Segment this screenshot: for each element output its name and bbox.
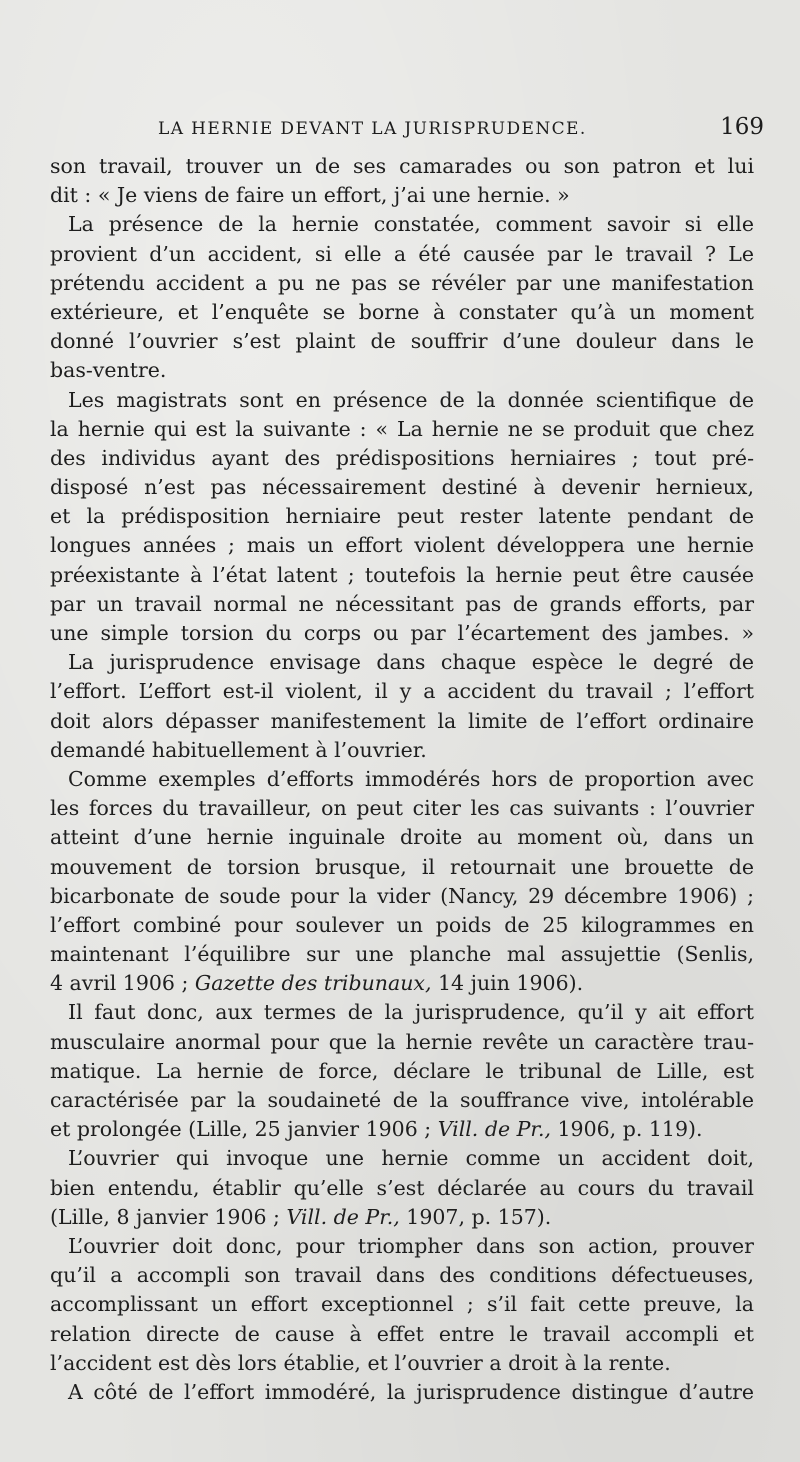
text-line: musculaire anormal pour que la hernie revête un caractère trau- <box>50 1029 754 1054</box>
text-line: La présence de la hernie constatée, comment savoir si elle <box>68 212 754 237</box>
text-line: l’accident est dès lors établie, et l’ouvrier a droit à la rente. <box>50 1350 671 1375</box>
text-line: La jurisprudence envisage dans chaque espèce le degré de <box>68 650 754 675</box>
text-line: dit : « Je viens de faire un effort, j’ai une hernie. » <box>50 183 570 208</box>
text-line: préexistante à l’état latent ; toutefois la hernie peut être causée <box>50 562 754 587</box>
text-line: demandé habituellement à l’ouvrier. <box>50 737 427 762</box>
text-line: bas-ventre. <box>50 358 167 383</box>
text-fragment: 14 juin 1906). <box>431 971 584 996</box>
text-fragment: (Lille, 8 janvier 1906 ; <box>50 1204 287 1229</box>
text-fragment: 1906, p. 119). <box>550 1117 703 1142</box>
citation-title: Vill. de Pr., <box>437 1117 551 1142</box>
text-line: par un travail normal ne nécessitant pas de grands efforts, par <box>50 591 754 616</box>
text-line: mouvement de torsion brusque, il retournait une brouette de <box>50 854 754 879</box>
text-line: maintenant l’équilibre sur une planche mal assujettie (Senlis, <box>50 942 754 967</box>
page-header <box>0 114 800 144</box>
text-line: longues années ; mais un effort violent développera une hernie <box>50 533 754 558</box>
text-line: des individus ayant des prédispositions herniaires ; tout pré- <box>50 445 754 470</box>
text-line: la hernie qui est la suivante : « La hernie ne se produit que chez <box>50 416 754 441</box>
text-line <box>50 1115 754 1144</box>
text-line: l’effort combiné pour soulever un poids de 25 kilogrammes en <box>50 912 754 937</box>
text-line: une simple torsion du corps ou par l’écartement des jambes. » <box>50 621 754 645</box>
text-line: et la prédisposition herniaire peut rester latente pendant de <box>50 504 754 529</box>
text-line: qu’il a accompli son travail dans des conditions défectueuses, <box>50 1263 754 1288</box>
text-line: bien entendu, établir qu’elle s’est déclarée au cours du travail <box>50 1175 754 1200</box>
text-line: provient d’un accident, si elle a été causée par le travail ? Le <box>50 241 754 266</box>
text-line: prétendu accident a pu ne pas se révéler par une manifestation <box>50 270 754 295</box>
text-line: disposé n’est pas nécessairement destiné à devenir hernieux, <box>50 475 754 500</box>
text-line: relation directe de cause à effet entre le travail accompli et <box>50 1321 754 1346</box>
text-line: les forces du travailleur, on peut citer les cas suivants : l’ouvrier <box>50 796 754 821</box>
text-line: L’ouvrier qui invoque une hernie comme un accident doit, <box>68 1146 754 1171</box>
page-number: 169 <box>720 114 764 140</box>
text-line: Il faut donc, aux termes de la jurisprudence, qu’il y ait effort <box>68 1000 754 1025</box>
text-fragment: 1907, p. 157). <box>399 1204 552 1229</box>
text-line: donné l’ouvrier s’est plaint de souffrir d’une douleur dans le <box>50 329 754 354</box>
text-line <box>50 969 754 998</box>
text-line: L’ouvrier doit donc, pour triompher dans son action, prouver <box>68 1233 754 1258</box>
text-line: l’effort. L’effort est-il violent, il y a accident du travail ; l’effort <box>50 679 754 704</box>
text-line: accomplissant un effort exceptionnel ; s’il fait cette preuve, la <box>50 1292 754 1317</box>
text-line: Les magistrats sont en présence de la donnée scientifique de <box>68 387 754 412</box>
text-line: doit alors dépasser manifestement la limite de l’effort ordinaire <box>50 708 754 733</box>
text-line: caractérisée par la soudaineté de la souffrance vive, intolérable <box>50 1088 754 1112</box>
text-line: extérieure, et l’enquête se borne à constater qu’à un moment <box>50 299 754 324</box>
text-line <box>50 1203 754 1232</box>
text-fragment: 4 avril 1906 ; <box>50 971 195 996</box>
text-line: son travail, trouver un de ses camarades ou son patron et lui <box>50 154 754 178</box>
body-text <box>50 152 754 1407</box>
text-line: atteint d’une hernie inguinale droite au moment où, dans un <box>50 825 754 850</box>
text-fragment: et prolongée (Lille, 25 janvier 1906 ; <box>50 1117 438 1142</box>
text-line: matique. La hernie de force, déclare le tribunal de Lille, est <box>50 1058 754 1083</box>
text-line: Comme exemples d’efforts immodérés hors de proportion avec <box>68 766 754 791</box>
text-line: bicarbonate de soude pour la vider (Nancy, 29 décembre 1906) ; <box>50 883 754 908</box>
citation-title: Gazette des tribunaux, <box>194 971 432 996</box>
citation-title: Vill. de Pr., <box>286 1204 400 1229</box>
text-line: A côté de l’effort immodéré, la jurisprudence distingue d’autre <box>68 1379 754 1404</box>
running-title: LA HERNIE DEVANT LA JURISPRUDENCE. <box>158 119 587 139</box>
